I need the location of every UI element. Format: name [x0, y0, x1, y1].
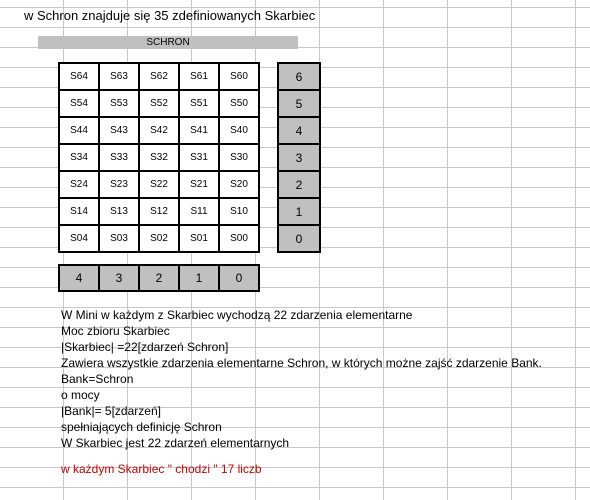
grid-cell[interactable]: S42	[140, 118, 180, 145]
row-number-column	[277, 62, 321, 253]
text-line[interactable]: |Bank|= 5[zdarzeń]	[61, 404, 161, 418]
text-line[interactable]: Moc zbioru Skarbiec	[61, 324, 170, 338]
grid-cell[interactable]: S22	[140, 172, 180, 199]
column-number-row	[58, 264, 260, 292]
text-line[interactable]: W Mini w każdym z Skarbiec wychodzą 22 zdarzenia elementarne	[61, 308, 413, 322]
heading-text: w Schron znajduje się 35 zdefiniowanych Skarbiec	[24, 8, 316, 23]
column-number-cell[interactable]: 3	[100, 266, 140, 292]
column-number-cell[interactable]: 0	[220, 266, 260, 292]
grid-cell[interactable]: S20	[220, 172, 260, 199]
skarbiec-grid	[58, 62, 260, 253]
grid-cell[interactable]: S03	[100, 226, 140, 253]
grid-cell[interactable]: S04	[60, 226, 100, 253]
red-summary-line[interactable]: w każdym Skarbiec " chodzi " 17 liczb	[61, 462, 262, 476]
grid-cell[interactable]: S52	[140, 91, 180, 118]
column-number-cell[interactable]: 1	[180, 266, 220, 292]
schron-header: SCHRON	[38, 36, 298, 49]
column-number-cell[interactable]: 4	[60, 266, 100, 292]
grid-cell[interactable]: S54	[60, 91, 100, 118]
row-number-cell[interactable]: 0	[279, 226, 319, 253]
row-number-cell[interactable]: 4	[279, 118, 319, 145]
grid-cell[interactable]: S13	[100, 199, 140, 226]
grid-cell[interactable]: S64	[60, 64, 100, 91]
grid-cell[interactable]: S10	[220, 199, 260, 226]
grid-cell[interactable]: S50	[220, 91, 260, 118]
grid-cell[interactable]: S30	[220, 145, 260, 172]
grid-cell[interactable]: S34	[60, 145, 100, 172]
grid-cell[interactable]: S51	[180, 91, 220, 118]
text-line[interactable]: o mocy	[61, 388, 100, 402]
text-line[interactable]: W Skarbiec jest 22 zdarzeń elementarnych	[61, 436, 290, 450]
grid-cell[interactable]: S44	[60, 118, 100, 145]
row-number-cell[interactable]: 6	[279, 64, 319, 91]
grid-cell[interactable]: S01	[180, 226, 220, 253]
grid-cell[interactable]: S11	[180, 199, 220, 226]
grid-cell[interactable]: S02	[140, 226, 180, 253]
grid-cell[interactable]: S62	[140, 64, 180, 91]
row-number-cell[interactable]: 1	[279, 199, 319, 226]
text-line[interactable]: |Skarbiec| =22[zdarzeń Schron]	[61, 340, 229, 354]
grid-cell[interactable]: S63	[100, 64, 140, 91]
row-number-cell[interactable]: 5	[279, 91, 319, 118]
grid-cell[interactable]: S31	[180, 145, 220, 172]
grid-cell[interactable]: S23	[100, 172, 140, 199]
text-line[interactable]: Bank=Schron	[61, 372, 134, 386]
grid-cell[interactable]: S33	[100, 145, 140, 172]
row-number-cell[interactable]: 2	[279, 172, 319, 199]
text-line[interactable]: spełniających definicję Schron	[61, 420, 222, 434]
grid-cell[interactable]: S12	[140, 199, 180, 226]
grid-cell[interactable]: S43	[100, 118, 140, 145]
grid-cell[interactable]: S53	[100, 91, 140, 118]
column-number-cell[interactable]: 2	[140, 266, 180, 292]
description-block	[61, 307, 542, 477]
grid-cell[interactable]: S00	[220, 226, 260, 253]
grid-cell[interactable]: S40	[220, 118, 260, 145]
grid-cell[interactable]: S32	[140, 145, 180, 172]
grid-cell[interactable]: S24	[60, 172, 100, 199]
grid-cell[interactable]: S21	[180, 172, 220, 199]
text-line[interactable]: Zawiera wszystkie zdarzenia elementarne Schron, w których możne zajść zdarzenie Bank.	[61, 356, 542, 370]
grid-cell[interactable]: S41	[180, 118, 220, 145]
grid-cell[interactable]: S60	[220, 64, 260, 91]
grid-cell[interactable]: S14	[60, 199, 100, 226]
grid-cell[interactable]: S61	[180, 64, 220, 91]
row-number-cell[interactable]: 3	[279, 145, 319, 172]
